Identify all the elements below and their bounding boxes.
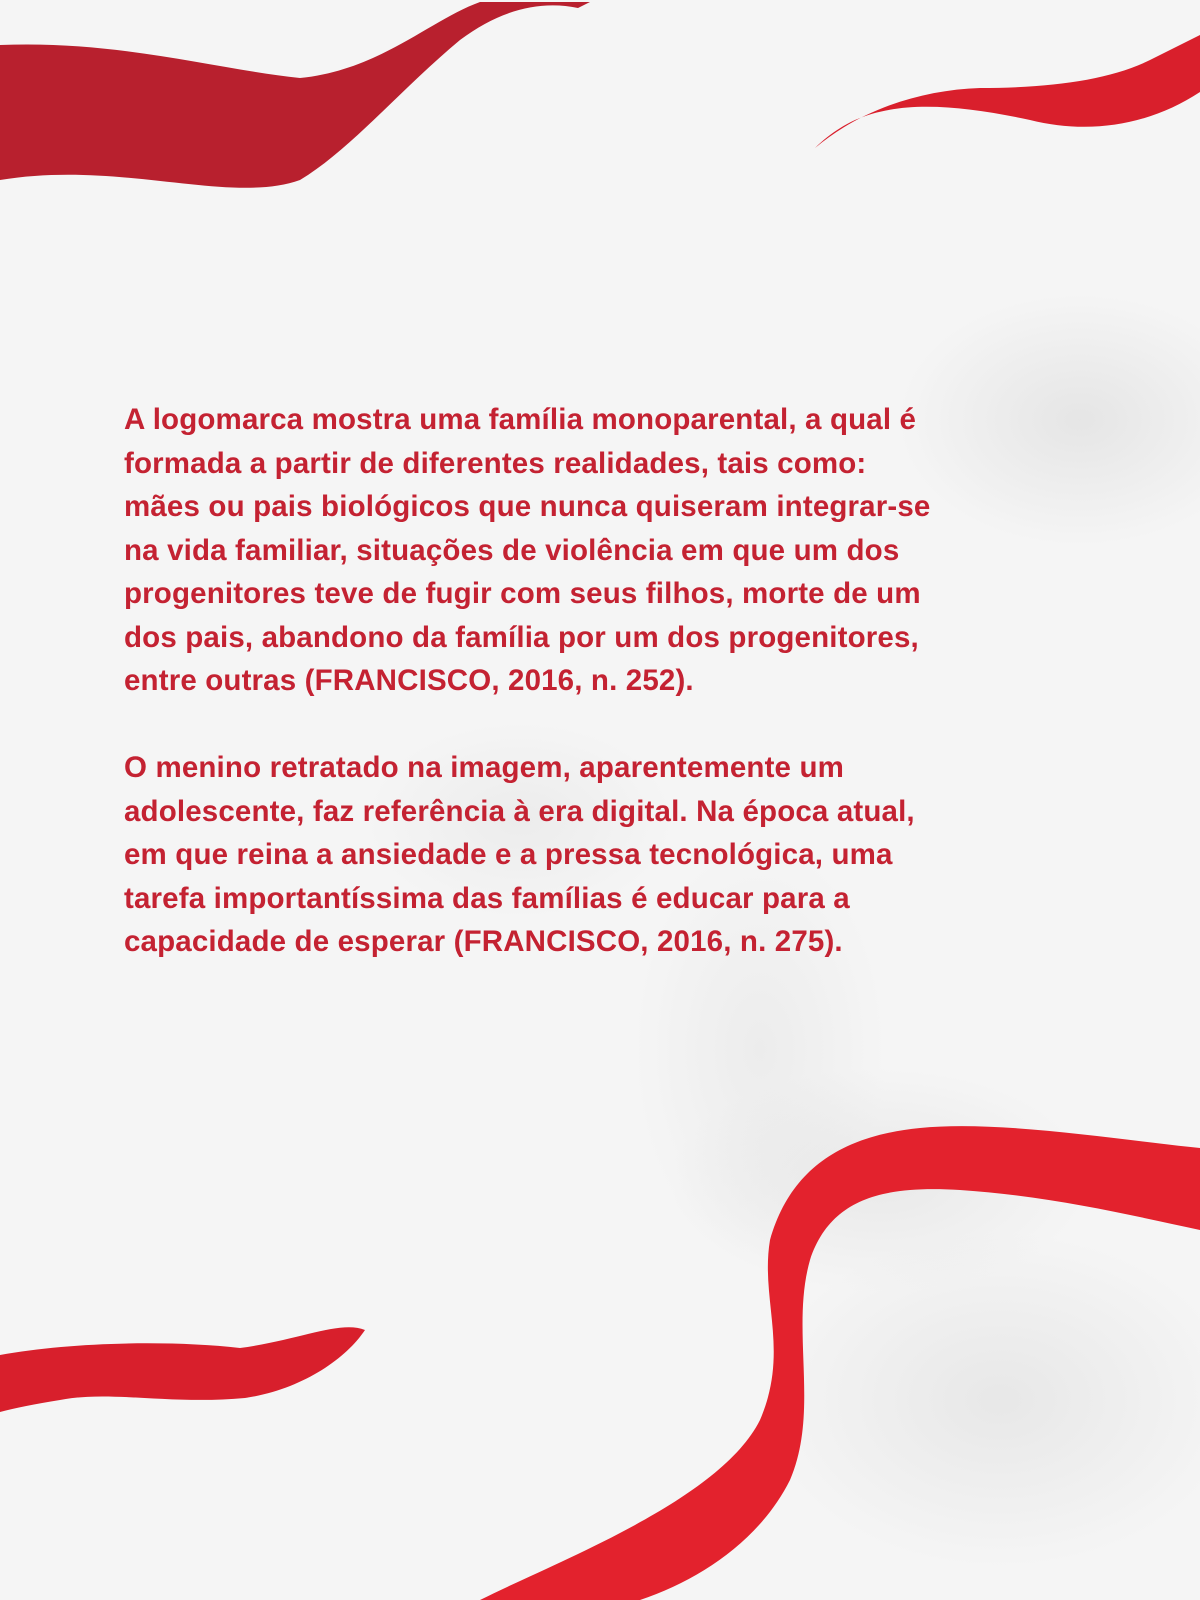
- text-line: A logomarca mostra uma família monoparental, a qual é: [124, 403, 917, 436]
- text-line: capacidade de esperar (FRANCISCO, 2016, n. 275).: [124, 925, 843, 958]
- text-line: O menino retratado na imagem, aparentemente um: [124, 751, 844, 784]
- ribbon-top-right: [815, 35, 1200, 148]
- text-line: na vida familiar, situações de violência em que um dos: [124, 533, 900, 567]
- paragraph-1: [124, 398, 1064, 703]
- text-line: progenitores teve de fugir com seus filhos, morte de um: [124, 577, 921, 610]
- paragraph-2: [124, 746, 1064, 964]
- ribbon-top-left: [0, 2, 590, 188]
- text-line: em que reina a ansiedade e a pressa tecnológica, uma: [124, 838, 893, 871]
- text-line: mães ou pais biológicos que nunca quiseram integrar-se: [124, 490, 931, 523]
- body-text: [124, 398, 1064, 1007]
- text-line: dos pais, abandono da família por um dos progenitores,: [124, 620, 919, 654]
- ribbon-bottom-left: [0, 1327, 365, 1412]
- text-line: formada a partir de diferentes realidades, tais como:: [124, 446, 867, 480]
- text-line: tarefa importantíssima das famílias é educar para a: [124, 881, 850, 915]
- ribbon-bottom-right: [480, 1126, 1200, 1600]
- text-line: adolescente, faz referência à era digital. Na época atual,: [124, 794, 915, 828]
- text-line: entre outras (FRANCISCO, 2016, n. 252).: [124, 664, 694, 697]
